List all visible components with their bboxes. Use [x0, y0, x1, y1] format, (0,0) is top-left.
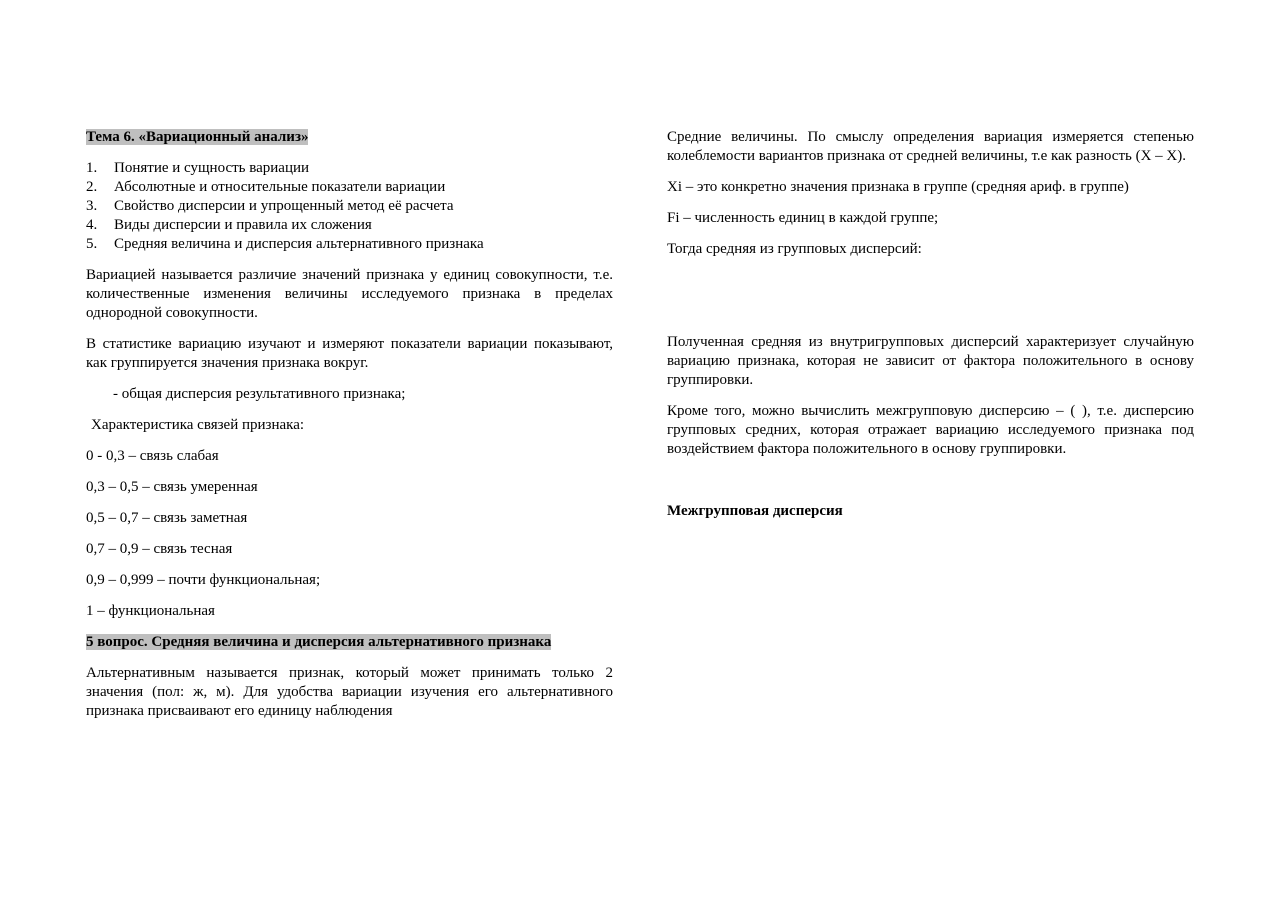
question-5-heading — [86, 633, 613, 652]
paragraph-xi-definition: Xi – это конкретно значения признака в группе (средняя ариф. в группе) — [667, 179, 1129, 195]
topic-title — [86, 128, 613, 147]
relation-item: 0,7 – 0,9 – связь тесная — [86, 541, 233, 557]
relation-item: 1 – функциональная — [86, 603, 215, 619]
list-item-number: 4. — [86, 217, 98, 233]
list-item — [86, 178, 613, 197]
right-column — [667, 128, 1194, 533]
paragraph-variation-definition: Вариацией называется различие значений признака у единиц совокупности, т.е. количественные изменения величины исследуемого признака в пределах однородной совокупности. — [86, 267, 613, 321]
list-item-number: 5. — [86, 236, 98, 252]
paragraph-relations-title: Характеристика связей признака: — [91, 417, 305, 433]
list-item — [86, 235, 613, 254]
relation-item: 0,9 – 0,999 – почти функциональная; — [86, 572, 321, 588]
topic-title-text: Тема 6. «Вариационный анализ» — [86, 129, 309, 145]
list-item — [86, 159, 613, 178]
paragraph-total-dispersion: - общая дисперсия результативного признака; — [113, 386, 406, 402]
list-item-text: Свойство дисперсии и упрощенный метод её расчета — [114, 198, 454, 214]
paragraph-fi-definition: Fi – численность единиц в каждой группе; — [667, 210, 939, 226]
topic-list — [86, 159, 613, 254]
spacer — [667, 471, 1194, 502]
list-item — [86, 197, 613, 216]
list-item-text: Виды дисперсии и правила их сложения — [114, 217, 372, 233]
paragraph-group-mean-intro: Тогда средняя из групповых дисперсий: — [667, 241, 922, 257]
list-item — [86, 216, 613, 235]
paragraph-variation-statistics: В статистике вариацию изучают и измеряют показатели вариации показывают, как группируется значения признака вокруг. — [86, 336, 613, 371]
paragraph-alternative-feature: Альтернативным называется признак, который может принимать только 2 значения (пол: ж, м). Для удобства вариации изучения его альтернативного признака присваивают его единицу наблюдения — [86, 665, 613, 719]
paragraph-within-group-dispersion: Полученная средняя из внутригрупповых дисперсий характеризует случайную вариацию признака, которая не зависит от фактора положительного в основу группировки. — [667, 334, 1194, 388]
list-item-number: 2. — [86, 179, 98, 195]
list-item-text: Средняя величина и дисперсия альтернативного признака — [114, 236, 484, 252]
paragraph-between-group-dispersion: Кроме того, можно вычислить межгрупповую дисперсию – ( ), т.е. дисперсию групповых средних, которая отражает вариацию исследуемого признака под воздействием фактора положительного в основу группировки. — [667, 403, 1194, 457]
question-5-heading-text: 5 вопрос. Средняя величина и дисперсия альтернативного признака — [86, 634, 552, 650]
relation-item: 0,3 – 0,5 – связь умеренная — [86, 479, 258, 495]
left-column — [86, 128, 613, 733]
relation-item: 0,5 – 0,7 – связь заметная — [86, 510, 248, 526]
list-item-text: Понятие и сущность вариации — [114, 160, 310, 176]
intergroup-dispersion-heading: Межгрупповая дисперсия — [667, 503, 843, 519]
relation-item: 0 - 0,3 – связь слабая — [86, 448, 219, 464]
list-item-number: 1. — [86, 160, 98, 176]
list-item-text: Абсолютные и относительные показатели вариации — [114, 179, 446, 195]
formula-placeholder — [667, 271, 1194, 333]
list-item-number: 3. — [86, 198, 98, 214]
paragraph-mean-values: Средние величины. По смыслу определения вариация измеряется степенью колеблемости вариантов признака от средней величины, т.е как разность (X – X). — [667, 129, 1194, 164]
